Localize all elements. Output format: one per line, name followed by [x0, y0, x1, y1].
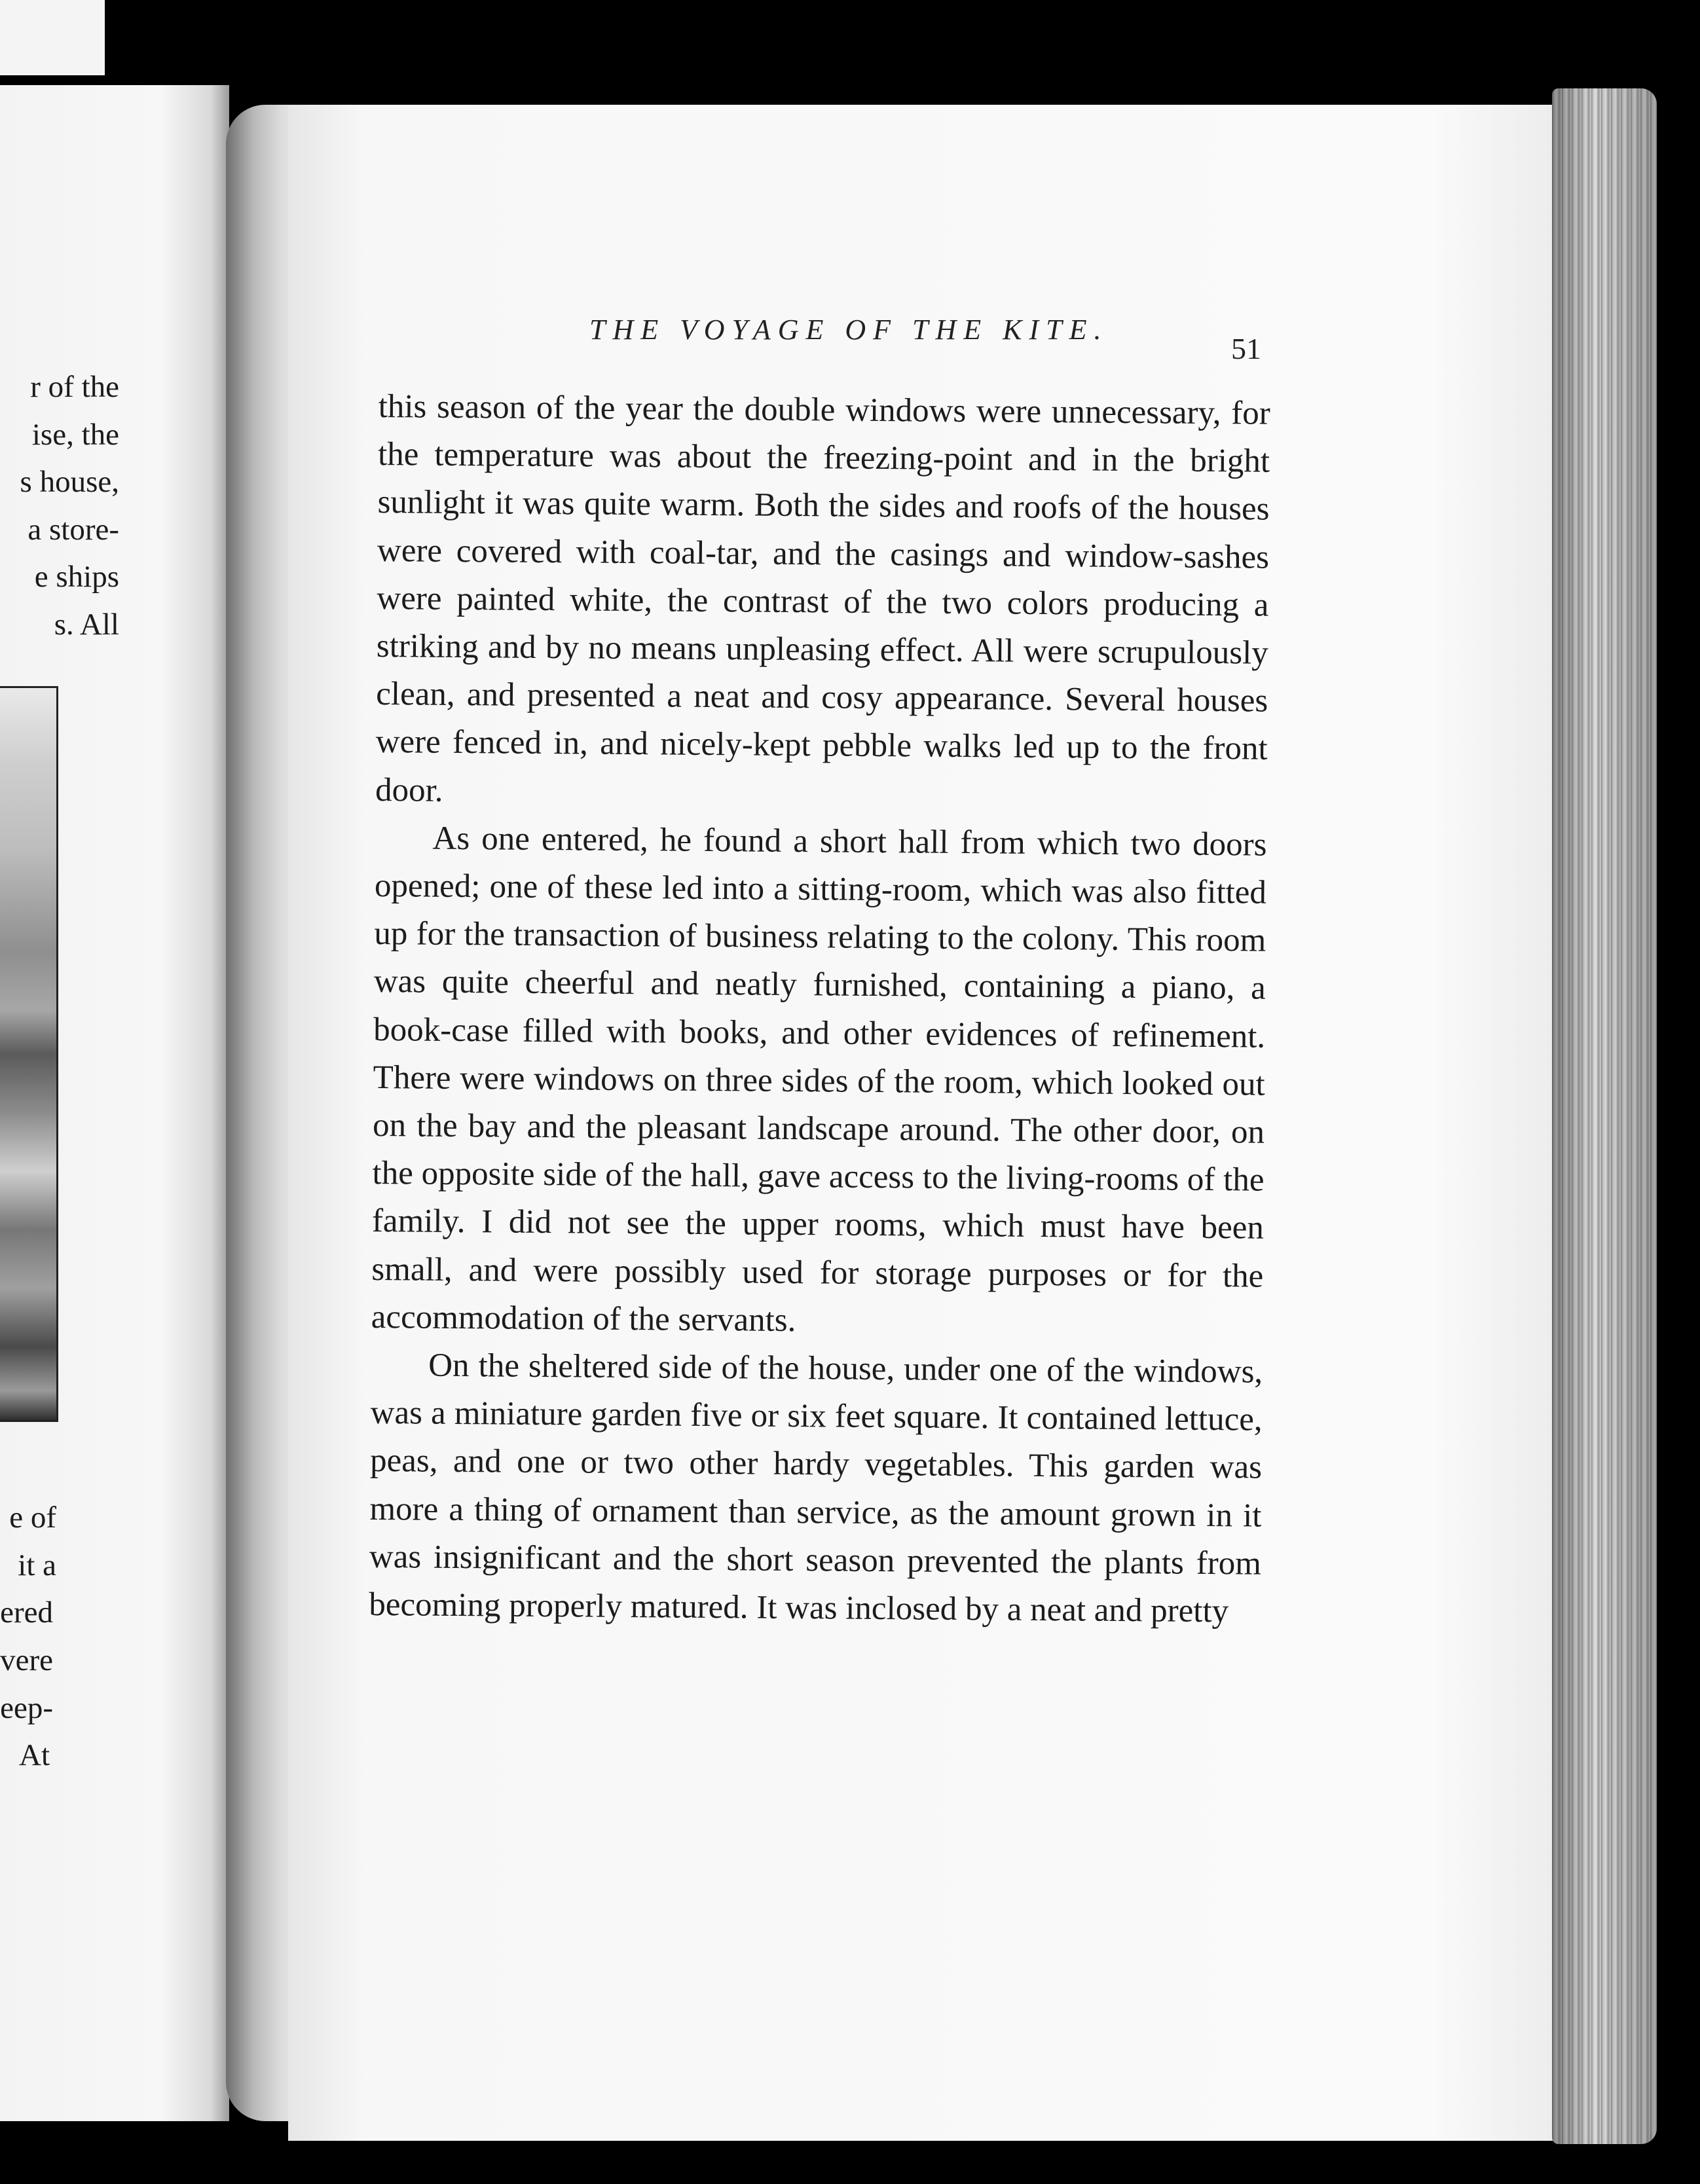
left-page-fragment: e ships — [34, 560, 119, 594]
left-page-photo-fragment — [0, 686, 58, 1422]
body-paragraph: this season of the year the double windows were unnecessary, for the temperature was about the freezing-point and in the bright sunlight it was quite warm. Both the sides and roofs of the houses were covered with coal-tar, and the casings and window-sashes were painted white, the contrast of the two colors producing a striking and by no means unpleasing effect. All were scrupulously clean, and presented a neat and cosy appearance. Several houses were fenced in, and nicely-kept pebble walks led up to the front door. — [375, 388, 1270, 809]
body-paragraph: On the sheltered side of the house, under one of the windows, was a miniature garden five or six feet square. It contained lettuce, peas, and one or two other hardy vegetables. This garden was more a thing of ornament than service, as the amount grown in it was insignificant and the short season prevented the plants from becoming properly matured. It was inclosed by a neat and pretty — [369, 1347, 1263, 1630]
page-body — [369, 383, 1270, 1636]
page-edges-shadow — [1552, 88, 1657, 2144]
left-page-fragment: it a — [18, 1548, 56, 1582]
running-head: THE VOYAGE OF THE KITE. — [589, 314, 1109, 346]
left-page-fragment: eep- — [0, 1691, 53, 1725]
left-page-fragment: e of — [9, 1501, 56, 1535]
left-page-fragment: r of the — [30, 370, 119, 404]
left-page-fragment: ise, the — [31, 418, 119, 452]
left-page-fragment: vere — [0, 1643, 53, 1677]
left-page-fragment: a store- — [28, 513, 119, 547]
left-page-fragment: At — [19, 1738, 50, 1772]
body-paragraph: As one entered, he found a short hall from which two doors opened; one of these led into a sitting-room, which was also fitted up for the transaction of business relating to the colony. This room was quite cheerful and neatly furnished, containing a piano, a book-case filled with books, and other evidences of refinement. There were windows on three sides of the room, which looked out on the bay and the pleasant landscape around. The other door, on the opposite side of the hall, gave access to the living-rooms of the family. I did not see the upper rooms, which must have been small, and were possibly used for storage purposes or for the accommodation of the servants. — [371, 820, 1267, 1339]
left-page-fragment: s house, — [20, 465, 119, 499]
left-page-fragment: ered — [0, 1595, 53, 1629]
left-page-fragment: s. All — [54, 608, 119, 642]
book-edge-strip — [0, 0, 105, 75]
page-number: 51 — [1231, 332, 1261, 365]
